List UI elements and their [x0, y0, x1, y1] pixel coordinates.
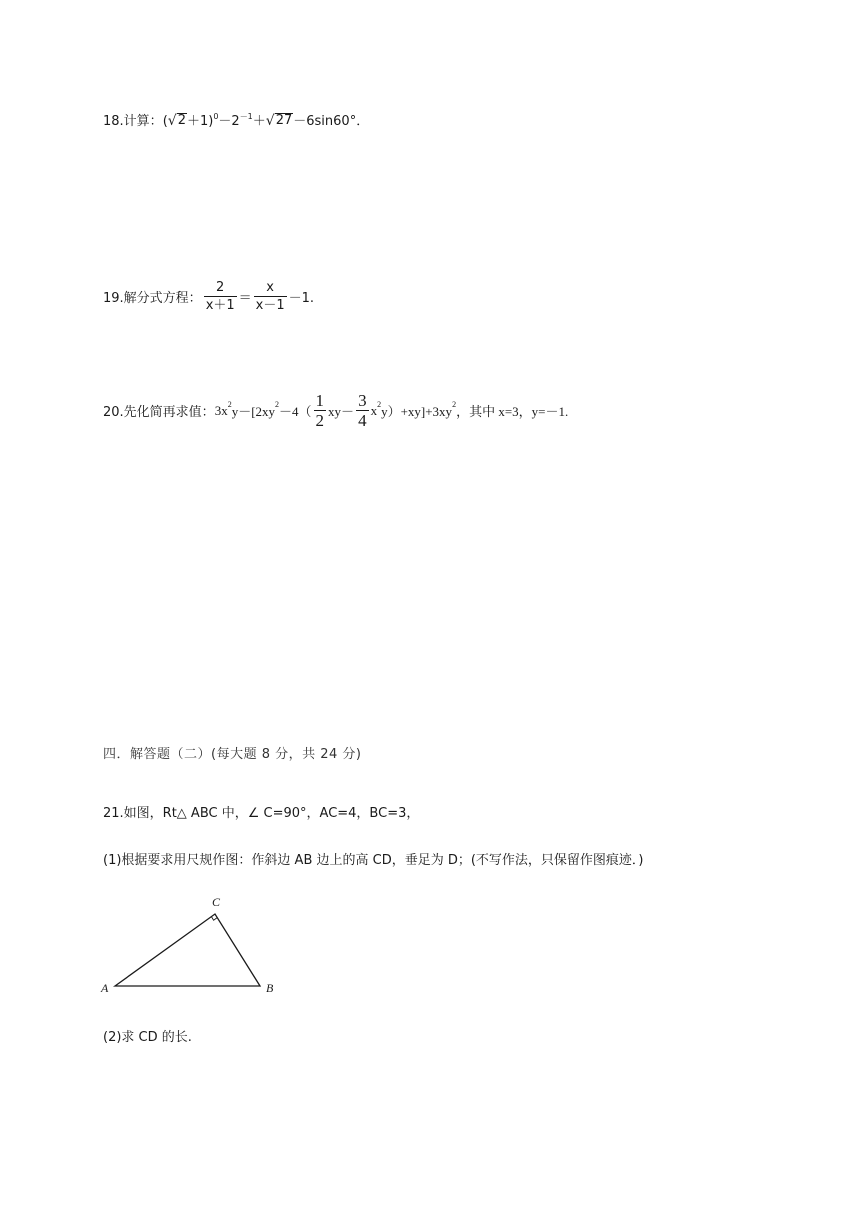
sqrt-2-radicand: 2	[177, 113, 186, 128]
q18-part4: －6sin60°．	[293, 114, 370, 129]
vertex-label-b: B	[266, 981, 274, 995]
fraction-numerator: 1	[315, 391, 325, 410]
expr-exponent: 2	[227, 400, 232, 409]
q20-expression	[215, 392, 569, 429]
question-21-part-2: (2)求 CD 的长.	[103, 1030, 192, 1045]
q18-exp-neg1: －1	[239, 112, 253, 121]
question-21-part-1: (1)根据要求用尺规作图：作斜边 AB 边上的高 CD，垂足为 D；(不写作法，只保留作图痕迹．)	[103, 853, 644, 868]
q18-open-paren: (	[162, 114, 168, 129]
expr-term: x	[370, 402, 378, 418]
question-18	[103, 112, 369, 133]
fraction-3-over-4	[356, 392, 369, 429]
q18-part2: －2	[218, 114, 240, 129]
expr-exponent: 2	[275, 400, 280, 409]
q18-exp-0: 0	[213, 112, 219, 121]
q18-part1: ＋1)	[186, 114, 214, 129]
vertex-label-a: A	[101, 981, 109, 995]
expr-exponent: 2	[452, 400, 457, 409]
expr-term: xy－	[328, 404, 355, 419]
sqrt-27-radicand: 27	[275, 113, 293, 128]
expr-term: －4（	[279, 404, 312, 419]
q18-part3: ＋	[252, 114, 266, 129]
expr-term: y）+xy]+3xy	[381, 404, 453, 419]
q19-equals: ＝	[238, 291, 252, 306]
fraction-numerator: 3	[358, 391, 367, 410]
expr-exponent: 2	[377, 400, 382, 409]
vertex-label-c: C	[212, 895, 221, 909]
fraction-denominator: x－1	[255, 298, 285, 313]
q18-label: 18.计算：	[103, 114, 163, 129]
fraction-numerator: x	[266, 280, 274, 295]
triangle-abc-figure	[100, 892, 290, 1002]
question-20	[103, 392, 568, 429]
expr-term: 3x	[214, 402, 228, 418]
question-19	[103, 280, 314, 313]
fraction-denominator: 4	[358, 411, 367, 430]
fraction-1-over-2	[314, 392, 327, 429]
sqrt-27: √ 27	[265, 113, 293, 129]
question-21-stem: 21.如图，Rt△ ABC 中，∠ C=90°，AC=4，BC=3，	[103, 806, 420, 821]
q20-label: 20.先化简再求值：	[103, 405, 215, 420]
q19-tail: －1.	[288, 291, 315, 306]
fraction-denominator: 2	[315, 411, 325, 430]
triangle-abc	[115, 914, 260, 986]
q19-label: 19.解分式方程：	[103, 291, 202, 306]
section-heading: 四．解答题（二）(每大题 8 分，共 24 分)	[103, 747, 362, 762]
expr-term: y－[2xy	[231, 404, 276, 419]
sqrt-2: √ 2	[167, 113, 186, 129]
fraction-denominator: x＋1	[205, 298, 235, 313]
fraction-numerator: 2	[216, 280, 225, 295]
fraction-2-over-x-plus-1	[204, 280, 237, 313]
fraction-x-over-x-minus-1	[254, 280, 287, 313]
expr-term: ，其中 x=3，y=－1.	[456, 404, 569, 419]
